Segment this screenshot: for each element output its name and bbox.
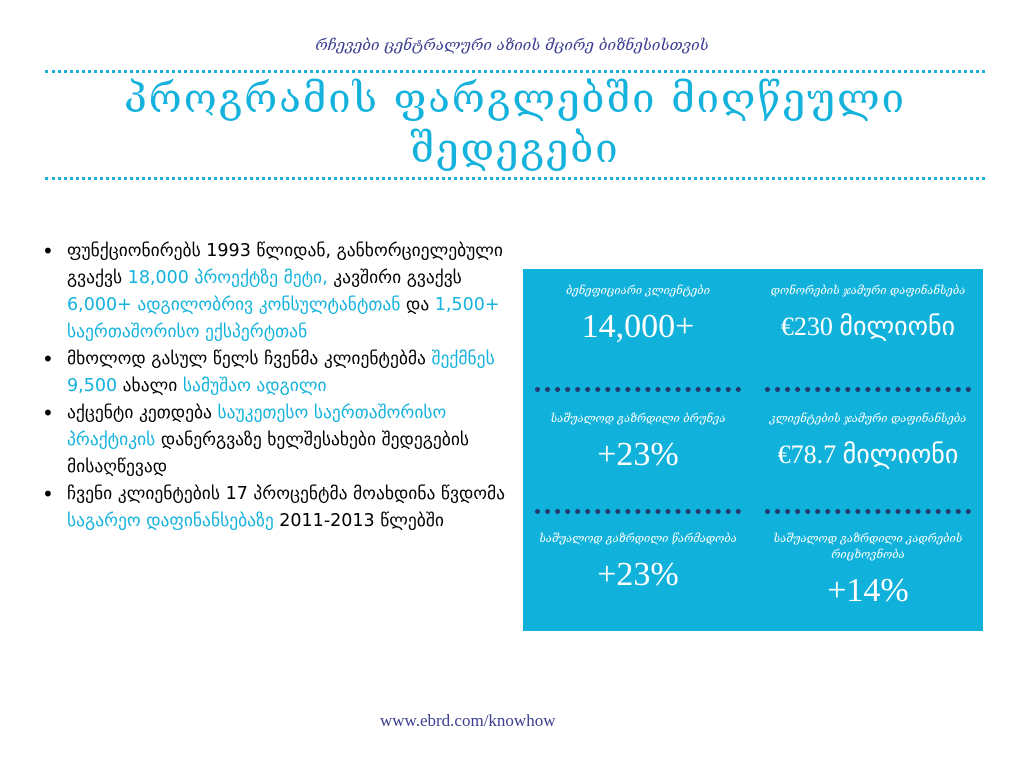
stat-label: ბენეფიციარი კლიენტები [566,284,710,297]
divider-top [45,70,985,73]
bullet-text: ჩვენი კლიენტების 17 პროცენტმა მოახდინა წვდომა [67,484,506,504]
stat-donor-funding [753,283,983,347]
stat-label: კლიენტების ჯამური დაფინანსება [769,412,967,425]
footer-url[interactable]: www.ebrd.com/knowhow [380,711,556,730]
dotted-separator [535,387,741,392]
bullet-item [40,346,510,400]
stat-value: +14% [827,572,909,609]
bullet-text: ფუნქციონირებს 1993 წლიდან, განხორციელებული გვაქვს [67,241,503,288]
stats-panel [523,269,983,631]
stat-value: €78.7 მილიონი [777,440,959,469]
dotted-separator [765,509,971,514]
bullet-text: დანერგვაზე ხელშესახები შედეგების მისაღწევად [67,430,470,477]
highlighted-text: საგარეო დაფინანსებაზე [67,511,274,531]
bullet-text: კავშირი გვაქვს [327,268,462,288]
bullet-text: ახალი [117,376,183,396]
stat-employment [753,531,983,611]
page-subtitle: რჩევები ცენტრალური აზიის მცირე ბიზნესისთვის [315,36,709,54]
stat-clients [523,283,753,347]
stat-value: +23% [597,436,679,473]
dotted-separator [535,509,741,514]
stat-value: €230 მილიონი [780,312,956,341]
stat-label: საშუალოდ გაზრდილი კადრების რიცხოვნობა [773,532,963,561]
dotted-separator [765,387,971,392]
highlighted-text: საუკეთესო საერთაშორისო პრაქტიკის [67,403,447,450]
stat-label: საშუალოდ გაზრდილი ბრუნვა [550,412,726,425]
highlighted-text: 6,000+ ადგილობრივ კონსულტანტთან [67,295,401,315]
bullet-text: 2011-2013 წლებში [273,511,444,531]
highlighted-text: 18,000 პროექტზე მეტი, [127,268,328,288]
stat-productivity [523,531,753,595]
stat-label: დონორების ჯამური დაფინანსება [770,284,966,297]
bullet-text: აქცენტი კეთდება [67,403,218,423]
bullet-list [40,238,510,535]
bullet-item [40,238,510,346]
divider-bottom [45,177,985,180]
highlighted-text: სამუშაო ადგილი [182,376,327,396]
highlighted-text: 1,500+ საერთაშორისო ექსპერტთან [67,295,500,342]
stat-value: +23% [597,556,679,593]
stat-turnover [523,411,753,475]
stat-client-funding [753,411,983,475]
stat-label: საშუალოდ გაზრდილი წარმადობა [539,532,737,545]
highlighted-text: შექმნეს 9,500 [67,349,495,396]
bullet-item [40,400,510,481]
page-title: პროგრამის ფარგლებში მიღწეული შედეგები [123,76,907,172]
bullet-text: მხოლოდ გასულ წელს ჩვენმა კლიენტებმა [67,349,432,369]
bullet-item [40,481,510,535]
bullet-text: და [400,295,435,315]
stat-value: 14,000+ [581,308,695,345]
